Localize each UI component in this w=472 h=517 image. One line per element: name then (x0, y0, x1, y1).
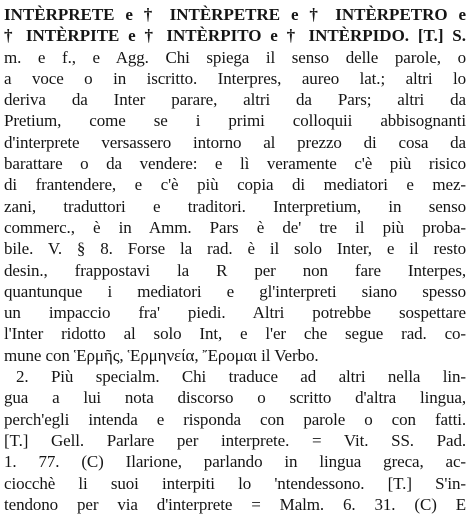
entry-line-8: barattare o da vendere: e lì veramente c'è più risico (4, 154, 466, 174)
entry-line-16: l'Inter ridotto al solo Int, e l'er che segue rad. co- (4, 324, 466, 344)
entry-line-7: d'interprete versassero intorno al prezzo di cosa da (4, 132, 466, 152)
entry-line-12: bile. V. § 8. Forse la rad. è il solo Inter, e il resto (4, 239, 466, 259)
entry-line-23: ciocchè li suoi interpiti lo 'ntendessono. [T.] S'in- (4, 473, 466, 493)
entry-line-18: 2. Più specialm. Chi traduce ad altri nella lin- (16, 367, 466, 387)
entry-line-21: [T.] Gell. Parlare per interprete. = Vit. SS. Pad. (4, 430, 466, 450)
entry-line-9: di frantendere, e c'è più copia di mediatori e mez- (4, 175, 466, 195)
entry-line-6: Pretium, come se i primi colloquii abbisognanti (4, 111, 466, 131)
entry-line-1: INTÈRPRETE e † INTÈRPETRE e † INTÈRPETRO e (4, 5, 466, 24)
entry-line-3: m. e f., e Agg. Chi spiega il senso delle parole, o (4, 47, 466, 67)
entry-line-19: gua a lui nota discorso o scritto d'altra lingua, (4, 388, 466, 408)
entry-line-11: commerc., è in Amm. Pars è de' tre il più proba- (4, 217, 466, 237)
entry-line-22: 1. 77. (C) Ilarione, parlando in lingua greca, ac- (4, 452, 466, 472)
entry-line-17: mune con Ἑρμῆς, Ἑρμηνεία, Ἔρομαι il Verbo. (4, 345, 319, 365)
entry-line-15: un impaccio fra' piedi. Altri potrebbe sospettare (4, 303, 466, 323)
entry-line-24: tendono per via d'interprete = Malm. 6. 31. (C) E (4, 494, 466, 514)
entry-line-20: perch'egli intenda e risponda con parole o con fatti. (4, 409, 466, 429)
entry-line-14: quantunque i mediatori e gl'interpreti siano spesso (4, 281, 466, 301)
entry-line-10: zani, traduttori e traditori. Interpretium, in senso (4, 196, 466, 216)
entry-line-2: † INTÈRPITE e † INTÈRPITO e † INTÈRPIDO. [T.] S. (4, 26, 466, 46)
entry-line-4: a voce o in iscritto. Interpres, aureo lat.; altri lo (4, 68, 466, 88)
entry-line-5: deriva da Inter parare, altri da Pars; altri da (4, 90, 466, 110)
entry-line-13: desin., frappostavi la R per non fare Interpes, (4, 260, 466, 280)
